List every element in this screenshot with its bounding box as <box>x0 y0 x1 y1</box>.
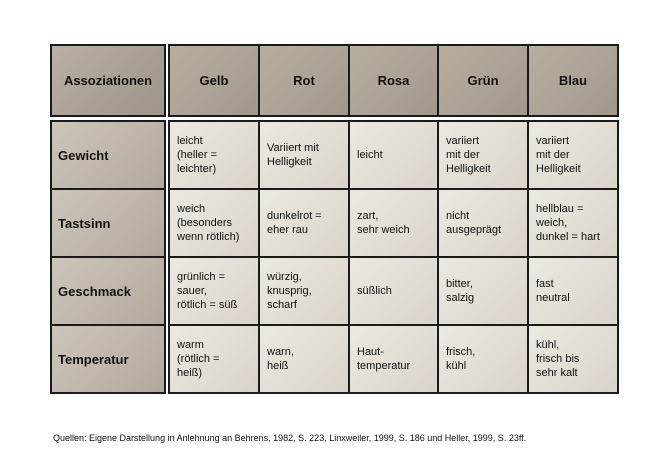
row-label-gewicht <box>52 122 164 188</box>
table-cell: nicht ausgeprägt <box>439 190 527 256</box>
table-cell: Variiert mit Helligkeit <box>260 122 348 188</box>
table-cell: grünlich = sauer, rötlich = süß <box>170 258 258 324</box>
column-header-blau <box>529 46 617 115</box>
row-label-geschmack <box>52 258 164 324</box>
row-label-text: Tastsinn <box>58 215 111 231</box>
table-cell: variiert mit der Helligkeit <box>529 122 617 188</box>
table-cell: hellblau = weich, dunkel = hart <box>529 190 617 256</box>
table-cell: süßlich <box>350 258 437 324</box>
column-header-label: Rosa <box>377 73 410 88</box>
table-cell: bitter, salzig <box>439 258 527 324</box>
table-cell: leicht (heller = leichter) <box>170 122 258 188</box>
row-label-block <box>50 120 166 394</box>
table-cell: warn, heiß <box>260 326 348 392</box>
row-label-tastsinn <box>52 190 164 256</box>
row-label-temperatur <box>52 326 164 392</box>
corner-header-label: Assoziationen <box>63 73 153 88</box>
row-label-text: Gewicht <box>58 147 109 163</box>
row-label-text: Geschmack <box>58 283 131 299</box>
data-block <box>168 120 619 394</box>
table-cell: zart, sehr weich <box>350 190 437 256</box>
column-header-block <box>168 44 619 117</box>
table-cell: Haut- temperatur <box>350 326 437 392</box>
row-label-text: Temperatur <box>58 351 129 367</box>
table-cell: weich (besonders wenn rötlich) <box>170 190 258 256</box>
column-header-label: Gelb <box>199 73 229 88</box>
table-cell: fast neutral <box>529 258 617 324</box>
table-cell: kühl, frisch bis sehr kalt <box>529 326 617 392</box>
table-cell: leicht <box>350 122 437 188</box>
column-header-gelb <box>170 46 258 115</box>
column-header-label: Rot <box>293 73 315 88</box>
corner-header-block <box>50 44 166 117</box>
table-cell: würzig, knusprig, scharf <box>260 258 348 324</box>
corner-header-cell <box>52 46 164 115</box>
table-cell: warm (rötlich = heiß) <box>170 326 258 392</box>
column-header-rot <box>260 46 348 115</box>
table-cell: frisch, kühl <box>439 326 527 392</box>
column-header-label: Grün <box>467 73 499 88</box>
column-header-label: Blau <box>558 73 588 88</box>
column-header-rosa <box>350 46 437 115</box>
table-cell: variiert mit der Helligkeit <box>439 122 527 188</box>
column-header-gruen <box>439 46 527 115</box>
table-cell: dunkelrot = eher rau <box>260 190 348 256</box>
source-note: Quellen: Eigene Darstellung in Anlehnung an Behrens, 1982, S. 223, Linxweiler, 1999, S. 186 und Heller, 1999, S. 23ff. <box>53 433 527 443</box>
